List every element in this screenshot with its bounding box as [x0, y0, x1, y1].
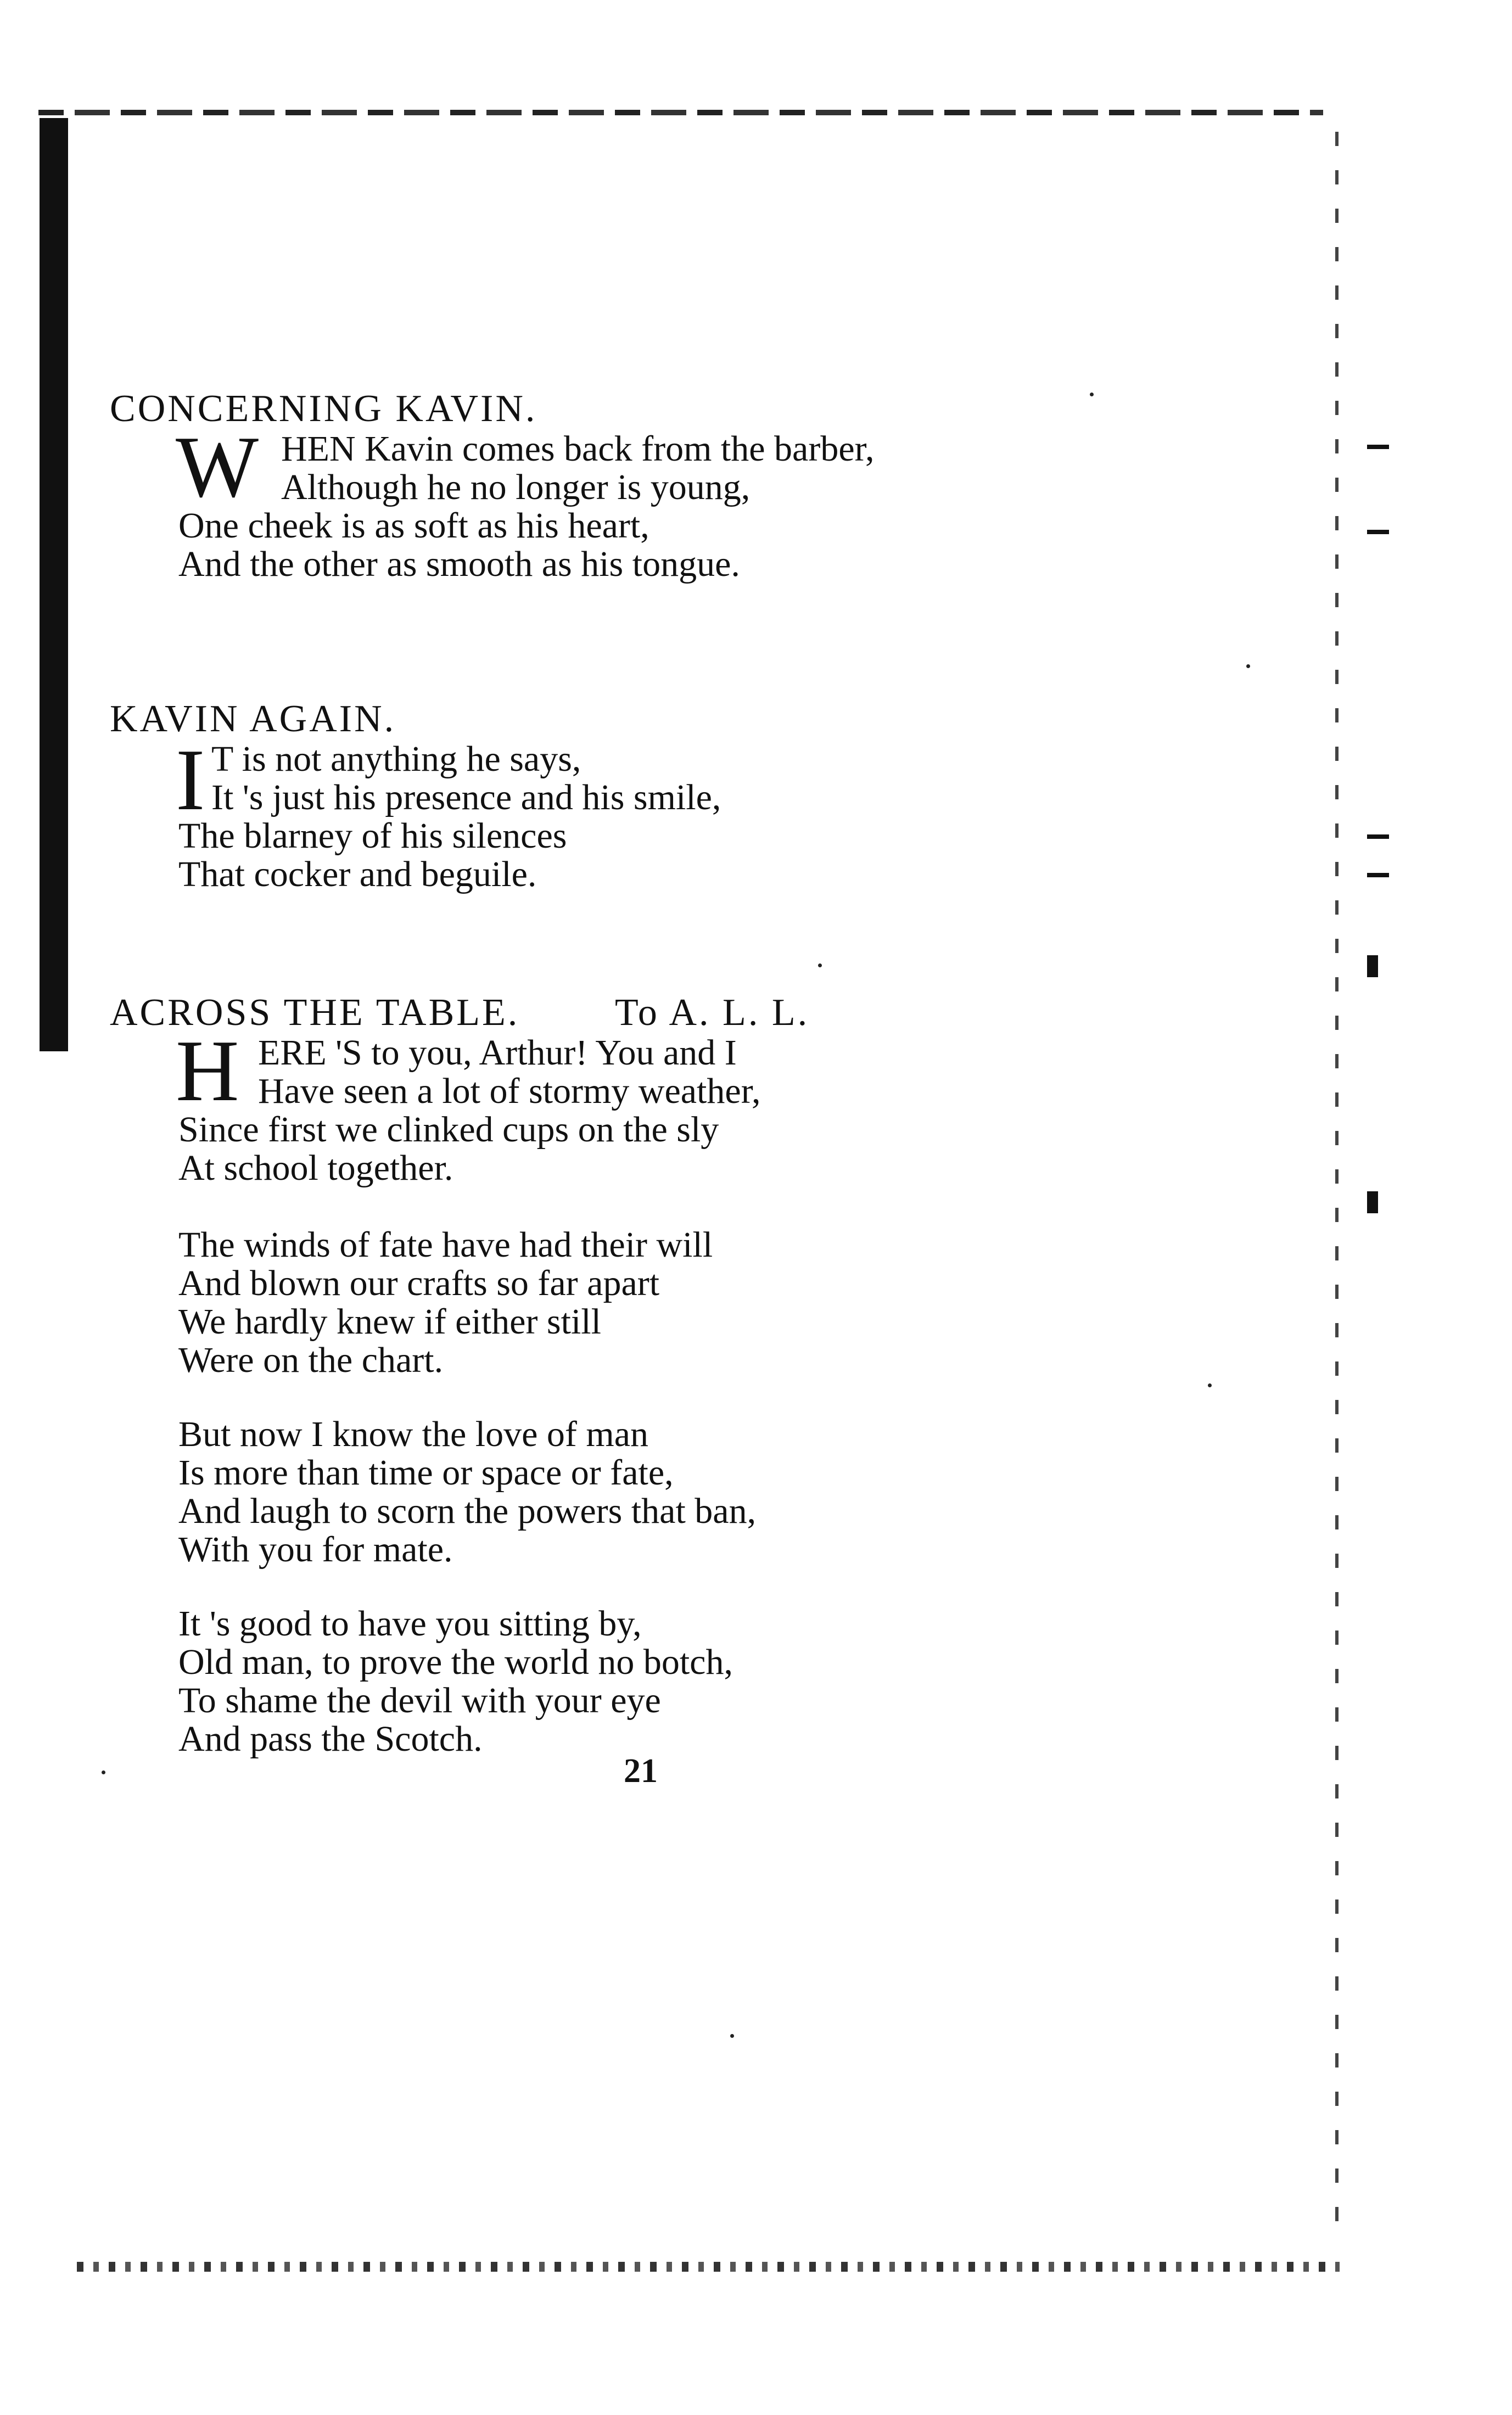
ink-speck: [1246, 664, 1250, 668]
poem-dedication: To A. L. L.: [615, 991, 810, 1034]
poem-line: It 's good to have you sitting by,: [178, 1604, 642, 1644]
ink-speck: [1090, 393, 1094, 396]
drop-cap: H: [176, 1022, 239, 1119]
poem-line: The blarney of his silences: [178, 816, 567, 856]
ink-speck: [102, 1770, 105, 1774]
margin-mark: [1367, 1191, 1378, 1213]
ink-speck: [1208, 1383, 1212, 1387]
poem-line: It 's just his presence and his smile,: [211, 777, 721, 817]
page-top-edge: [38, 110, 1323, 115]
poem-line: The winds of fate have had their will: [178, 1225, 713, 1265]
drop-cap: I: [176, 731, 205, 828]
poem-line: To shame the devil with your eye: [178, 1680, 661, 1721]
ink-speck: [818, 963, 822, 967]
poem-line: And pass the Scotch.: [178, 1719, 483, 1759]
poem-line: With you for mate.: [178, 1529, 453, 1570]
page-number: 21: [624, 1752, 658, 1790]
margin-mark: [1367, 445, 1389, 449]
poem-line: And blown our crafts so far apart: [178, 1263, 660, 1303]
poem-line: T is not anything he says,: [211, 739, 581, 779]
poem-line: We hardly knew if either still: [178, 1302, 601, 1342]
page-bottom-edge: [77, 2262, 1340, 2272]
poem-line: At school together.: [178, 1148, 453, 1188]
poem-line: ERE 'S to you, Arthur! You and I: [258, 1033, 737, 1073]
poem-line: Were on the chart.: [178, 1340, 444, 1380]
page-right-edge: [1335, 132, 1339, 2245]
drop-cap: W: [176, 418, 259, 516]
margin-mark: [1367, 834, 1389, 839]
ink-speck: [730, 2034, 734, 2038]
poem-line: Is more than time or space or fate,: [178, 1453, 674, 1493]
poem-title: KAVIN AGAIN.: [110, 698, 396, 740]
margin-mark: [1367, 955, 1378, 977]
poem-line: Have seen a lot of stormy weather,: [258, 1071, 761, 1111]
poem-line: Old man, to prove the world no botch,: [178, 1642, 733, 1682]
poem-line: And the other as smooth as his tongue.: [178, 544, 740, 584]
poem-line: Although he no longer is young,: [281, 467, 751, 507]
poem-title: ACROSS THE TABLE.: [110, 991, 520, 1034]
poem-line: One cheek is as soft as his heart,: [178, 506, 649, 546]
poem-line: But now I know the love of man: [178, 1414, 649, 1454]
poem-line: That cocker and beguile.: [178, 854, 537, 894]
poem-line: Since first we clinked cups on the sly: [178, 1110, 719, 1150]
poem-title: CONCERNING KAVIN.: [110, 388, 537, 430]
poem-line: HEN Kavin comes back from the barber,: [281, 429, 875, 469]
margin-mark: [1367, 873, 1389, 877]
binding-edge: [40, 118, 68, 1051]
poem-line: And laugh to scorn the powers that ban,: [178, 1491, 757, 1531]
margin-mark: [1367, 530, 1389, 534]
